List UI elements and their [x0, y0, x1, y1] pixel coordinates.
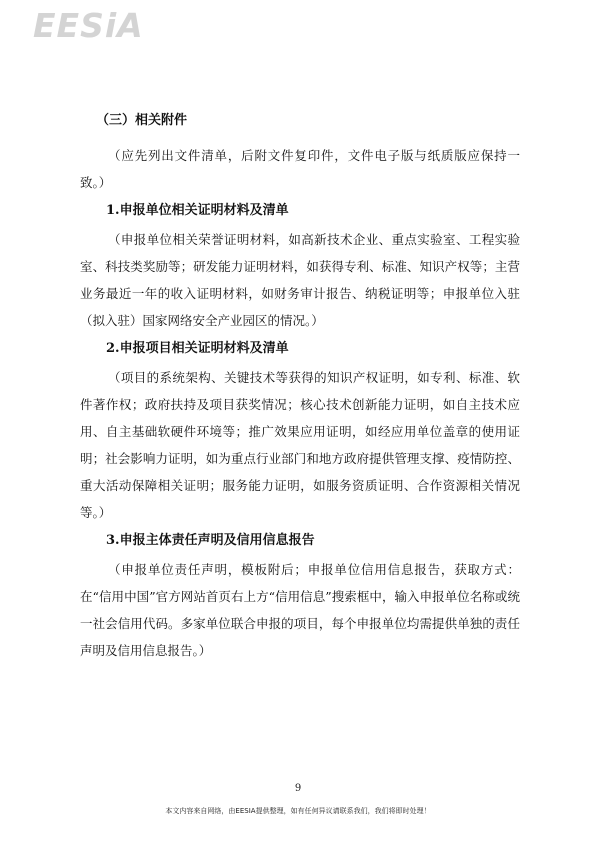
item-body-1: （申报单位相关荣誉证明材料，如高新技术企业、重点实验室、工程实验室、科技类奖励等；研发能力证明材料，如获得专利、标准、知识产权等；主营业务最近一年的收入证明材料，如财务审计报告、纳税证明等；申报单位入驻（拟入驻）国家网络安全产业园区的情况。） [80, 232, 520, 328]
item-body-2: （项目的系统架构、关键技术等获得的知识产权证明，如专利、标准、软件著作权；政府扶持及项目获奖情况；核心技术创新能力证明，如自主技术应用、自主基础软硬件环境等；推广效果应用证明，如经应用单位盖章的使用证明；社会影响力证明，如为重点行业部门和地方政府提供管理支撑、疫情防控、重大活动保障相关证明；服务能力证明，如服务资质证明、合作资源相关情况等。） [80, 370, 520, 520]
eesia-logo: EESiA [33, 6, 144, 45]
item-heading-1: 1.申报单位相关证明材料及清单 [106, 203, 289, 218]
document-body [80, 110, 520, 664]
item-heading-2: 2.申报项目相关证明材料及清单 [106, 341, 289, 356]
item-body-3: （申报单位责任声明，模板附后；申报单位信用信息报告，获取方式：在“信用中国”官方网站首页右上方“信用信息”搜索框中，输入申报单位名称或统一社会信用代码。多家单位联合申报的项目，每个申报单位均需提供单独的责任声明及信用信息报告。） [80, 562, 520, 658]
item-heading-3: 3.申报主体责任声明及信用信息报告 [106, 533, 315, 548]
page-number: 9 [294, 783, 302, 794]
footer-disclaimer: 本文内容来自网络，由EESIA提供整理，如有任何异议请联系我们，我们将即时处理！ [165, 807, 431, 815]
section-heading: （三）相关附件 [96, 113, 188, 128]
section-intro: （应先列出文件清单，后附文件复印件，文件电子版与纸质版应保持一致。） [80, 148, 520, 190]
